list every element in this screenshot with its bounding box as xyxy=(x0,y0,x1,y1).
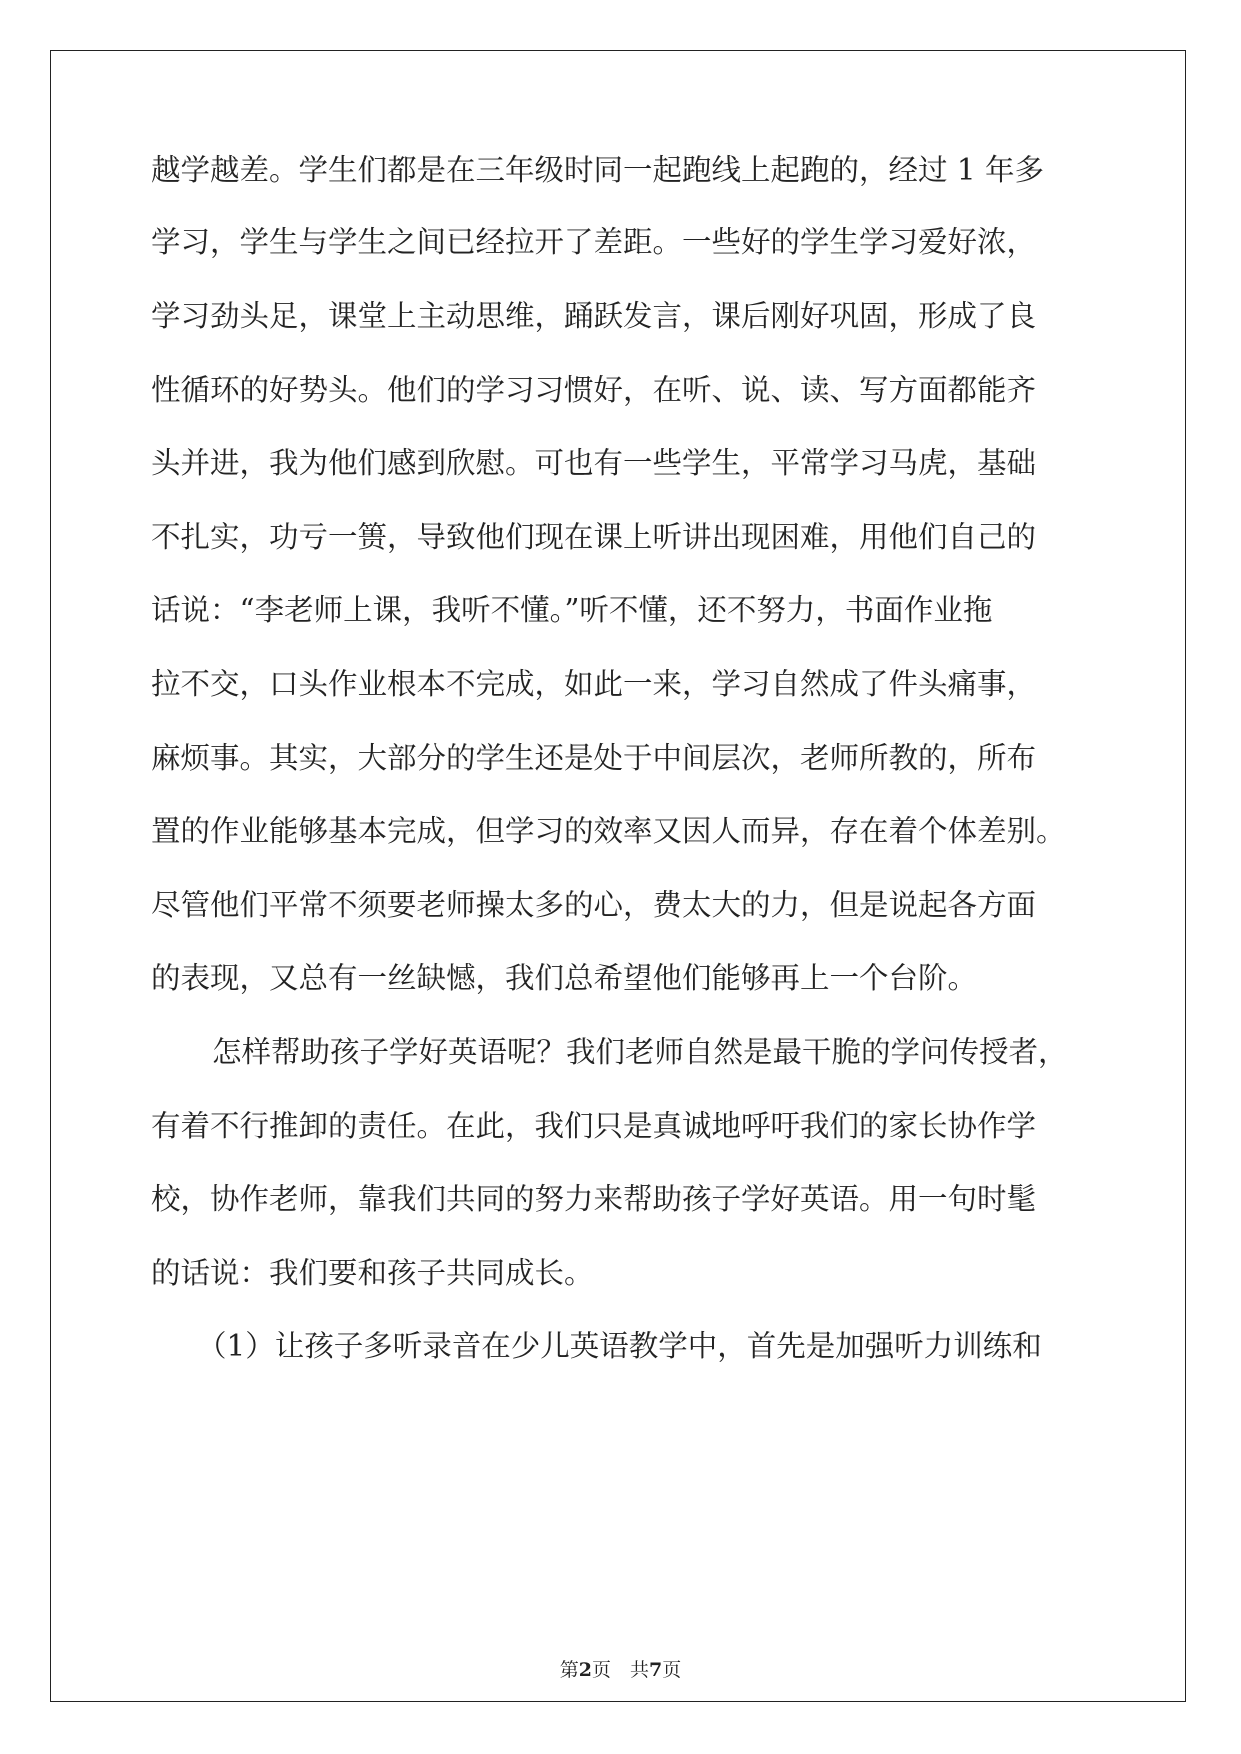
text-line: 置的作业能够基本完成，但学习的效率又因人而异，存在着个体差别。 xyxy=(151,814,1066,848)
text-line: 越学越差。学生们都是在三年级时同一起跑线上起跑的，经过 1 年多 xyxy=(151,153,1045,187)
text-line: 麻烦事。其实，大部分的学生还是处于中间层次，老师所教的，所布 xyxy=(151,741,1037,775)
current-page-number: 2 xyxy=(578,1659,592,1681)
text-line: 学习劲头足，课堂上主动思维，踊跃发言，课后刚好巩固，形成了良 xyxy=(151,299,1037,333)
text-line: 性循环的好势头。他们的学习习惯好，在听、说、读、写方面都能齐 xyxy=(151,373,1037,407)
page-footer xyxy=(0,1655,1241,1682)
text-line: 学习，学生与学生之间已经拉开了差距。一些好的学生学习爱好浓， xyxy=(151,225,1037,259)
paragraph-start-line: 怎样帮助孩子学好英语呢？我们老师自然是最干脆的学问传授者， xyxy=(212,1035,1068,1069)
page-suffix: 页 xyxy=(662,1659,682,1681)
page-mid-text: 页 共 xyxy=(591,1659,649,1681)
text-line: 有着不行推卸的责任。在此，我们只是真诚地呼吁我们的家长协作学 xyxy=(151,1109,1037,1143)
page-prefix: 第 xyxy=(559,1659,579,1681)
text-line: 头并进，我为他们感到欣慰。可也有一些学生，平常学习马虎，基础 xyxy=(151,446,1037,480)
text-line: 话说：“李老师上课，我听不懂。”听不懂，还不努力，书面作业拖 xyxy=(151,593,993,627)
numbered-item-line: （1）让孩子多听录音在少儿英语教学中，首先是加强听力训练和 xyxy=(197,1329,1042,1363)
text-line: 的表现，又总有一丝缺憾，我们总希望他们能够再上一个台阶。 xyxy=(151,961,978,995)
text-line: 拉不交，口头作业根本不完成，如此一来，学习自然成了件头痛事， xyxy=(151,667,1037,701)
text-line: 尽管他们平常不须要老师操太多的心，费太大的力，但是说起各方面 xyxy=(151,888,1037,922)
total-page-number: 7 xyxy=(649,1659,663,1681)
text-line: 不扎实，功亏一篑，导致他们现在课上听讲出现困难，用他们自己的 xyxy=(151,520,1037,554)
text-line: 校，协作老师，靠我们共同的努力来帮助孩子学好英语。用一句时髦 xyxy=(151,1182,1037,1216)
text-line: 的话说：我们要和孩子共同成长。 xyxy=(151,1256,594,1290)
